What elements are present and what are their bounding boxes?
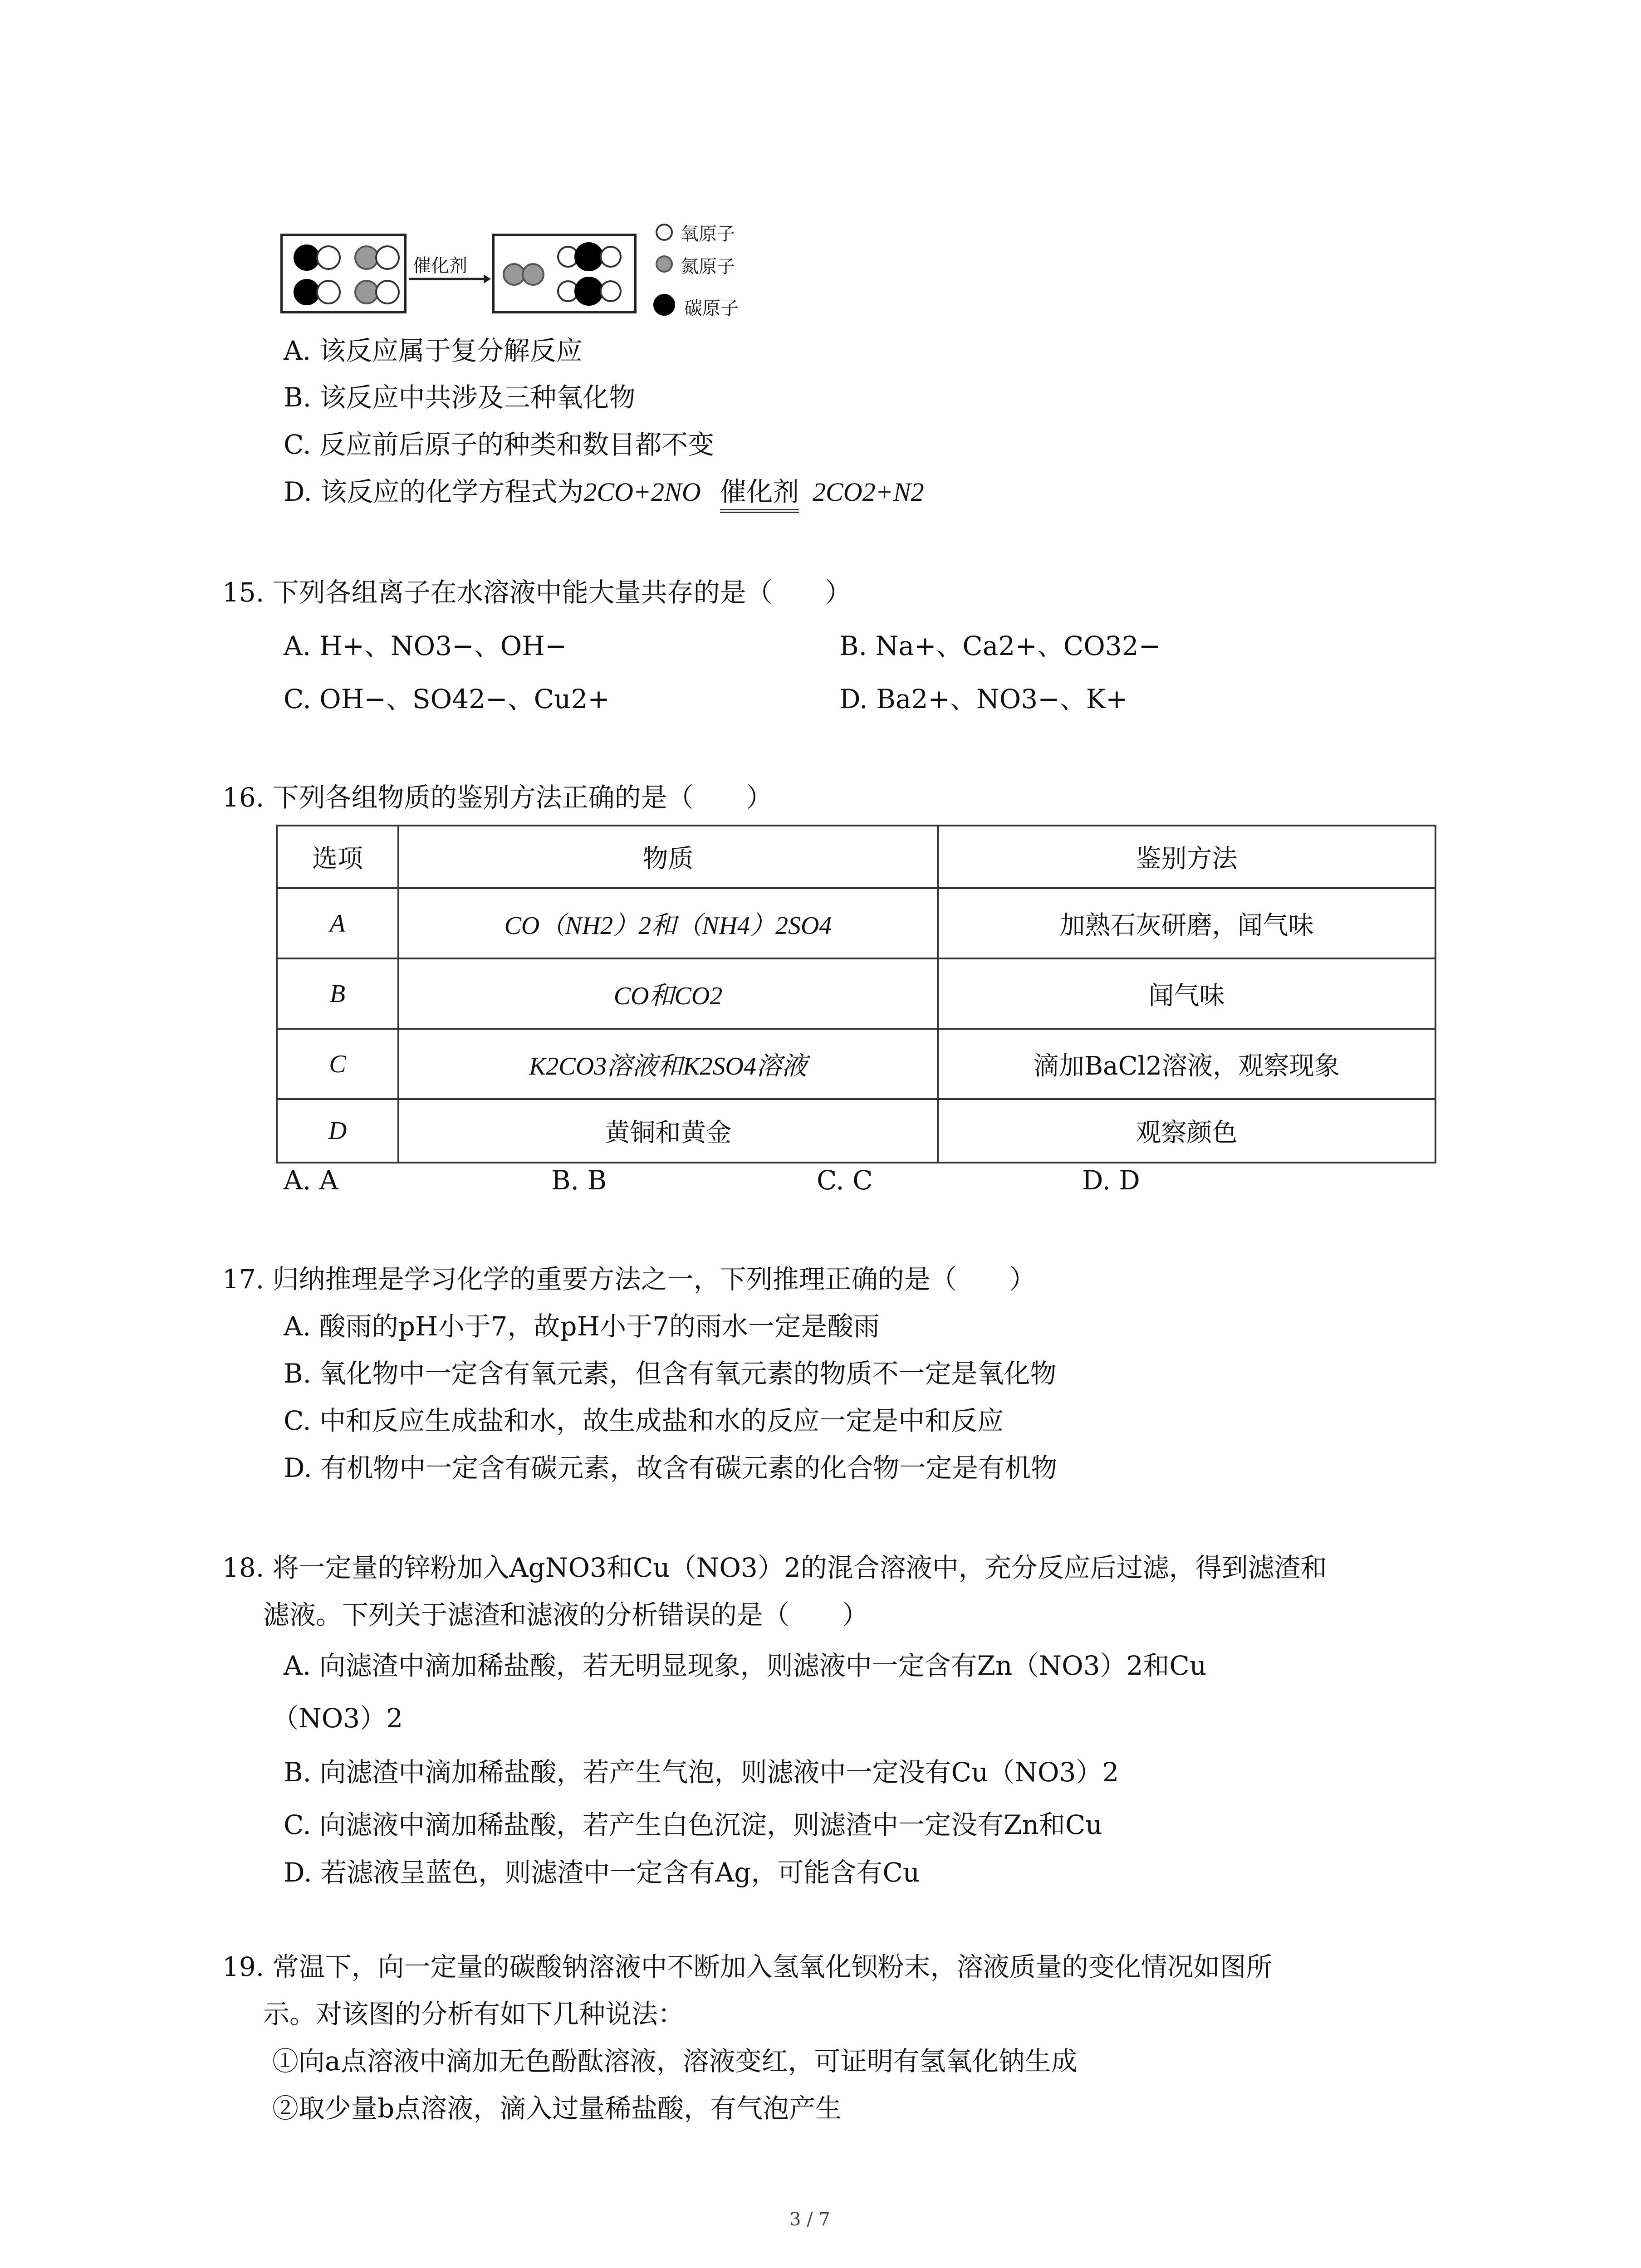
table-cell-method: 闻气味 xyxy=(938,958,1435,1029)
table-cell-method: 滴加BaCl2溶液，观察现象 xyxy=(938,1029,1435,1099)
q14-option-d-right: 2CO2+N2 xyxy=(813,477,924,507)
page-number: 3 / 7 xyxy=(789,2209,830,2230)
legend-oxygen-label: 氧原子 xyxy=(681,224,735,244)
q15-stem: 15. 下列各组离子在水溶液中能大量共存的是（ ） xyxy=(222,577,852,608)
q14-option-b: B. 该反应中共涉及三种氧化物 xyxy=(284,382,636,413)
legend-nitrogen-label: 氮原子 xyxy=(681,256,735,277)
q17-option-d: D. 有机物中一定含有碳元素，故含有碳元素的化合物一定是有机物 xyxy=(284,1452,1058,1483)
table-header: 选项 xyxy=(277,826,398,888)
table-cell-option: D xyxy=(277,1099,398,1163)
oxygen-atom xyxy=(316,280,341,304)
legend-carbon-icon xyxy=(653,294,675,316)
table-header-row xyxy=(277,826,1435,888)
table-cell-method: 加熟石灰研磨，闻气味 xyxy=(938,888,1435,958)
q16-table xyxy=(276,825,1436,1163)
q16-stem: 16. 下列各组物质的鉴别方法正确的是（ ） xyxy=(222,782,773,813)
q18-option-a-cont: （NO3）2 xyxy=(272,1703,403,1734)
q18-option-d: D. 若滤液呈蓝色，则滤渣中一定含有Ag，可能含有Cu xyxy=(284,1857,920,1888)
q17-option-c: C. 中和反应生成盐和水，故生成盐和水的反应一定是中和反应 xyxy=(284,1405,1004,1436)
q19-item-2: ②取少量b点溶液，滴入过量稀盐酸，有气泡产生 xyxy=(272,2093,842,2124)
carbon-atom xyxy=(574,242,603,271)
table-cell-option: A xyxy=(277,888,398,958)
oxygen-atom xyxy=(600,280,622,302)
reactant-box xyxy=(280,234,407,313)
q19-stem-line1: 19. 常温下，向一定量的碳酸钠溶液中不断加入氢氧化钡粉末，溶液质量的变化情况如图所 xyxy=(222,1951,1273,1982)
catalyst-condition: 催化剂 xyxy=(720,476,799,513)
oxygen-atom xyxy=(375,280,400,304)
reaction-arrow-icon xyxy=(407,272,492,286)
table-cell-substance: CO（NH2）2和（NH4）2SO4 xyxy=(398,888,938,958)
table-cell-method: 观察颜色 xyxy=(938,1099,1435,1163)
q15-option-c: C. OH−、SO42−、Cu2+ xyxy=(284,684,610,714)
table-row xyxy=(277,958,1435,1029)
q14-option-d-prefix: D. 该反应的化学方程式为 xyxy=(284,476,584,507)
legend-carbon-label: 碳原子 xyxy=(684,298,739,319)
q18-option-b: B. 向滤渣中滴加稀盐酸，若产生气泡，则滤液中一定没有Cu（NO3）2 xyxy=(284,1757,1119,1788)
q18-option-c: C. 向滤液中滴加稀盐酸，若产生白色沉淀，则滤渣中一定没有Zn和Cu xyxy=(284,1809,1102,1840)
q15-option-d: D. Ba2+、NO3−、K+ xyxy=(839,684,1128,714)
table-row xyxy=(277,1029,1435,1099)
q14-option-a: A. 该反应属于复分解反应 xyxy=(284,335,583,366)
q14-option-c: C. 反应前后原子的种类和数目都不变 xyxy=(284,429,715,460)
legend-oxygen-icon xyxy=(656,224,673,241)
q15-option-a: A. H+、NO3−、OH− xyxy=(284,631,567,661)
table-cell-substance: CO和CO2 xyxy=(398,958,938,1029)
q18-stem-line1: 18. 将一定量的锌粉加入AgNO3和Cu（NO3）2的混合溶液中，充分反应后过滤，得到滤渣和 xyxy=(222,1552,1327,1583)
q19-stem-line2: 示。对该图的分析有如下几种说法： xyxy=(263,1999,685,2029)
table-cell-option: C xyxy=(277,1029,398,1099)
oxygen-atom xyxy=(375,245,400,270)
q16-answer-d: D. D xyxy=(1082,1165,1140,1196)
table-header: 物质 xyxy=(398,826,938,888)
table-header: 鉴别方法 xyxy=(938,826,1435,888)
table-cell-substance: K2CO3溶液和K2SO4溶液 xyxy=(398,1029,938,1099)
q14-option-d xyxy=(284,475,924,508)
q17-stem: 17. 归纳推理是学习化学的重要方法之一，下列推理正确的是（ ） xyxy=(222,1264,1036,1295)
q16-answer-a: A. A xyxy=(284,1165,338,1196)
catalyst-label: 催化剂 xyxy=(413,255,467,276)
q19-item-1: ①向a点溶液中滴加无色酚酞溶液，溶液变红，可证明有氢氧化钠生成 xyxy=(272,2046,1078,2077)
q15-option-b: B. Na+、Ca2+、CO32− xyxy=(839,631,1161,661)
table-cell-substance: 黄铜和黄金 xyxy=(398,1099,938,1163)
q17-option-a: A. 酸雨的pH小于7，故pH小于7的雨水一定是酸雨 xyxy=(284,1311,880,1342)
oxygen-atom xyxy=(316,245,341,270)
nitrogen-atom xyxy=(522,263,544,286)
q18-stem-line2: 滤液。下列关于滤渣和滤液的分析错误的是（ ） xyxy=(263,1599,869,1630)
table-cell-option: B xyxy=(277,958,398,1029)
q16-answer-c: C. C xyxy=(817,1165,873,1196)
oxygen-atom xyxy=(600,246,622,268)
table-row xyxy=(277,1099,1435,1163)
legend-nitrogen-icon xyxy=(656,255,673,273)
table-row xyxy=(277,888,1435,958)
q16-answer-b: B. B xyxy=(551,1165,607,1196)
product-box xyxy=(492,234,637,313)
q14-option-d-left: 2CO+2NO xyxy=(583,477,701,507)
carbon-atom xyxy=(574,277,603,306)
q17-option-b: B. 氧化物中一定含有氧元素，但含有氧元素的物质不一定是氧化物 xyxy=(284,1358,1057,1389)
q18-option-a: A. 向滤渣中滴加稀盐酸，若无明显现象，则滤液中一定含有Zn（NO3）2和Cu xyxy=(284,1650,1207,1681)
